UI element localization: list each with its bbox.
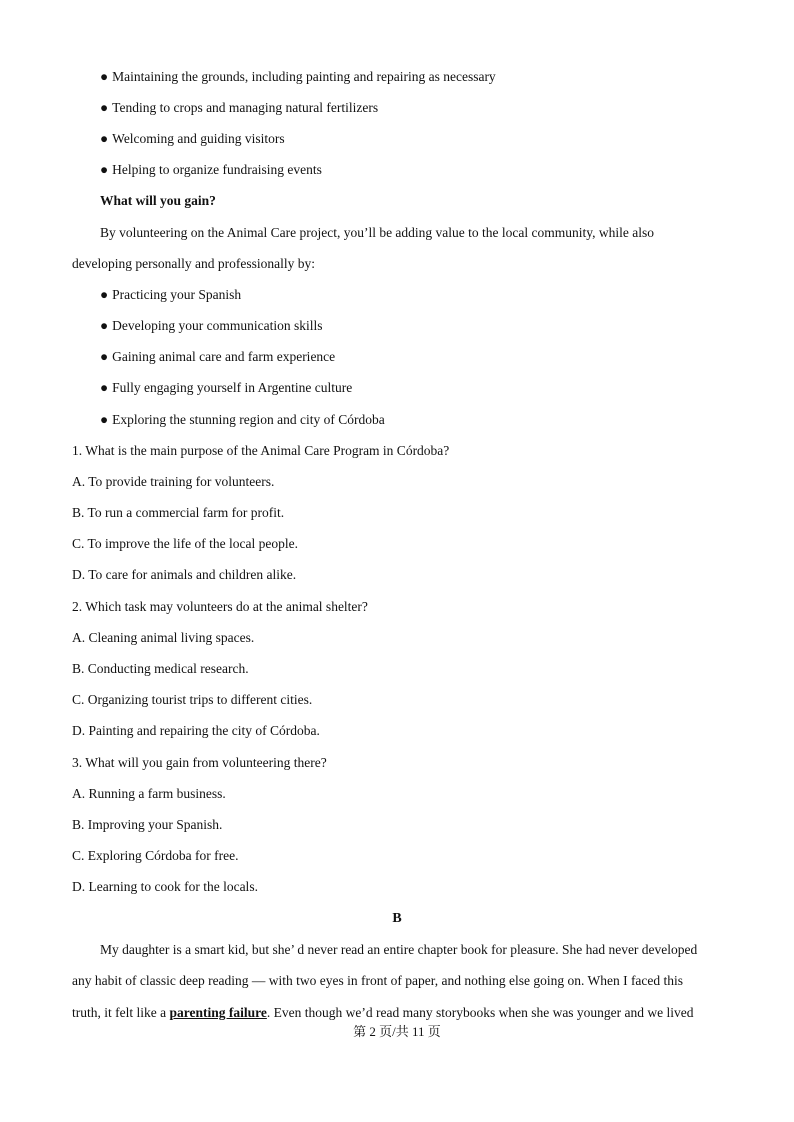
paragraph-line: truth, it felt like a parenting failure. Even though we’d read many storybooks when she was younger and we lived: [72, 1005, 694, 1020]
list-item: ● Helping to organize fundraising events: [100, 162, 322, 177]
answer-option: A. Cleaning animal living spaces.: [72, 630, 255, 645]
question-stem: 1. What is the main purpose of the Animal Care Program in Córdoba?: [72, 443, 450, 458]
bullet-icon: ●: [100, 69, 109, 84]
answer-option: C. Exploring Córdoba for free.: [72, 848, 239, 863]
answer-option: D. To care for animals and children alike.: [72, 567, 297, 582]
answer-option: A. To provide training for volunteers.: [72, 474, 275, 489]
question-stem: 2. Which task may volunteers do at the animal shelter?: [72, 599, 368, 614]
bullet-icon: ●: [100, 318, 109, 333]
answer-option: C. To improve the life of the local people.: [72, 536, 298, 551]
answer-option: D. Painting and repairing the city of Córdoba.: [72, 723, 320, 738]
list-item: ● Developing your communication skills: [100, 318, 323, 333]
paragraph-line: any habit of classic deep reading — with two eyes in front of paper, and nothing else going on. When I faced this: [72, 973, 684, 988]
bullet-icon: ●: [100, 287, 109, 302]
list-item: ● Exploring the stunning region and city of Córdoba: [100, 412, 385, 427]
list-item: ● Tending to crops and managing natural fertilizers: [100, 100, 379, 115]
list-item: ● Welcoming and guiding visitors: [100, 131, 285, 146]
list-item: ● Fully engaging yourself in Argentine culture: [100, 380, 353, 395]
bullet-icon: ●: [100, 349, 109, 364]
question-stem: 3. What will you gain from volunteering there?: [72, 755, 327, 770]
answer-option: D. Learning to cook for the locals.: [72, 879, 258, 894]
bullet-icon: ●: [100, 100, 109, 115]
paragraph-line: developing personally and professionally by:: [72, 256, 315, 271]
bullet-icon: ●: [100, 131, 109, 146]
paragraph-line: My daughter is a smart kid, but she’ d never read an entire chapter book for pleasure. She had never developed: [100, 942, 698, 957]
underlined-phrase: parenting failure: [169, 1005, 267, 1020]
answer-option: B. Improving your Spanish.: [72, 817, 223, 832]
list-item: ● Gaining animal care and farm experience: [100, 349, 336, 364]
bullet-icon: ●: [100, 412, 109, 427]
answer-option: B. To run a commercial farm for profit.: [72, 505, 285, 520]
bullet-icon: ●: [100, 380, 109, 395]
paragraph-line: By volunteering on the Animal Care project, you’ll be adding value to the local community, while also: [100, 225, 654, 240]
section-heading: What will you gain?: [100, 193, 216, 208]
bullet-icon: ●: [100, 162, 109, 177]
list-item: ● Maintaining the grounds, including painting and repairing as necessary: [100, 69, 496, 84]
page-number: 第 2 页/共 11 页: [353, 1024, 441, 1039]
answer-option: C. Organizing tourist trips to different cities.: [72, 692, 313, 707]
answer-option: B. Conducting medical research.: [72, 661, 249, 676]
list-item: ● Practicing your Spanish: [100, 287, 242, 302]
answer-option: A. Running a farm business.: [72, 786, 226, 801]
section-title: B: [392, 911, 402, 926]
